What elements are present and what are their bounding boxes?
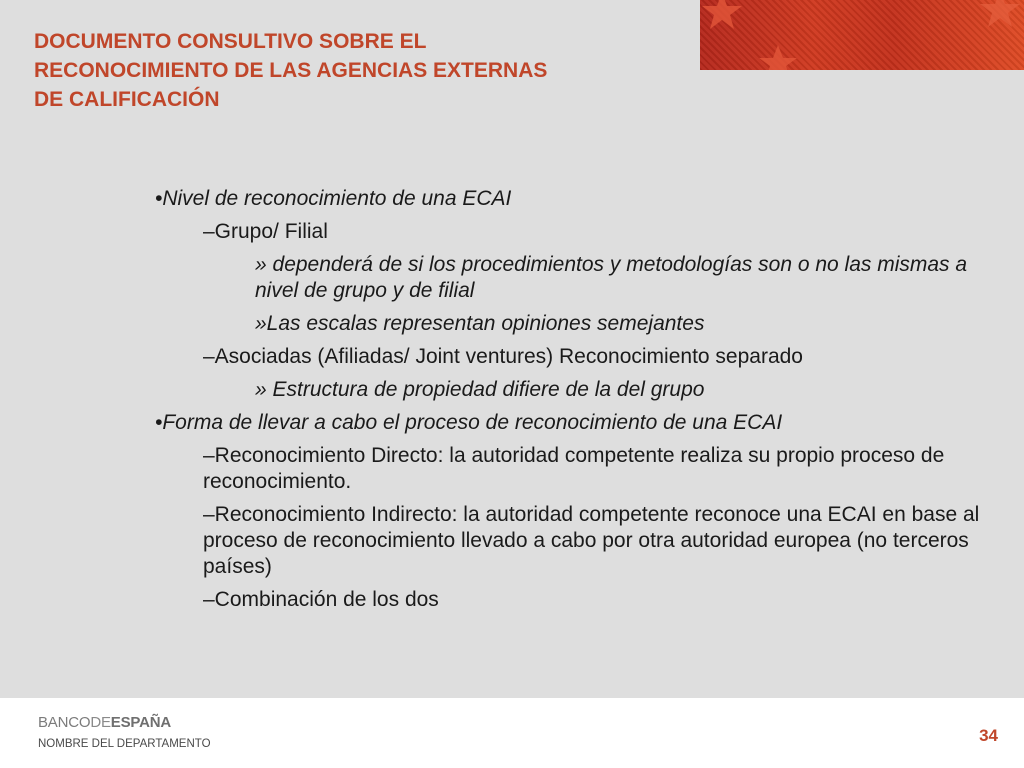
slide-title [34,27,694,114]
sub-sub-bullet-escalas: »Las escalas representan opiniones semejantes [255,312,705,335]
footer [0,698,1024,768]
sub-sub-bullet-metodologias: » dependerá de si los procedimientos y metodologías son o no las mismas a nivel de grupo y de filial [255,253,968,302]
sub-sub-bullet-estructura: » Estructura de propiedad difiere de la del grupo [255,378,705,401]
banco-de-espana-logo [38,714,171,731]
bullet-nivel-reconocimiento: •Nivel de reconocimiento de una ECAI [155,187,512,210]
sub-bullet-grupo-filial: –Grupo/ Filial [203,220,328,243]
logo-espana: ESPAÑA [110,714,171,731]
sub-bullet-indirecto: –Reconocimiento Indirecto: la autoridad competente reconoce una ECAI en base al proceso de reconocimiento llevado a cabo por otra autoridad europea (no terceros países) [203,503,980,578]
page-number: 34 [979,726,998,745]
sub-bullet-combinacion: –Combinación de los dos [203,588,439,611]
department-name: NOMBRE DEL DEPARTAMENTO [38,738,211,750]
title-line: DE CALIFICACIÓN [34,88,220,111]
title-line: RECONOCIMIENTO DE LAS AGENCIAS EXTERNAS [34,59,548,82]
logo-de: DE [90,714,111,731]
title-line: DOCUMENTO CONSULTIVO SOBRE EL [34,30,427,53]
sub-bullet-asociadas: –Asociadas (Afiliadas/ Joint ventures) Reconocimiento separado [203,345,803,368]
logo-banco: BANCO [38,714,91,731]
bullet-forma-proceso: •Forma de llevar a cabo el proceso de reconocimiento de una ECAI [155,411,783,434]
header-banner-image [700,0,1024,70]
sub-bullet-directo: –Reconocimiento Directo: la autoridad competente realiza su propio proceso de reconocimiento. [203,444,945,493]
stars-decoration [700,0,1024,70]
slide-body [155,186,985,620]
